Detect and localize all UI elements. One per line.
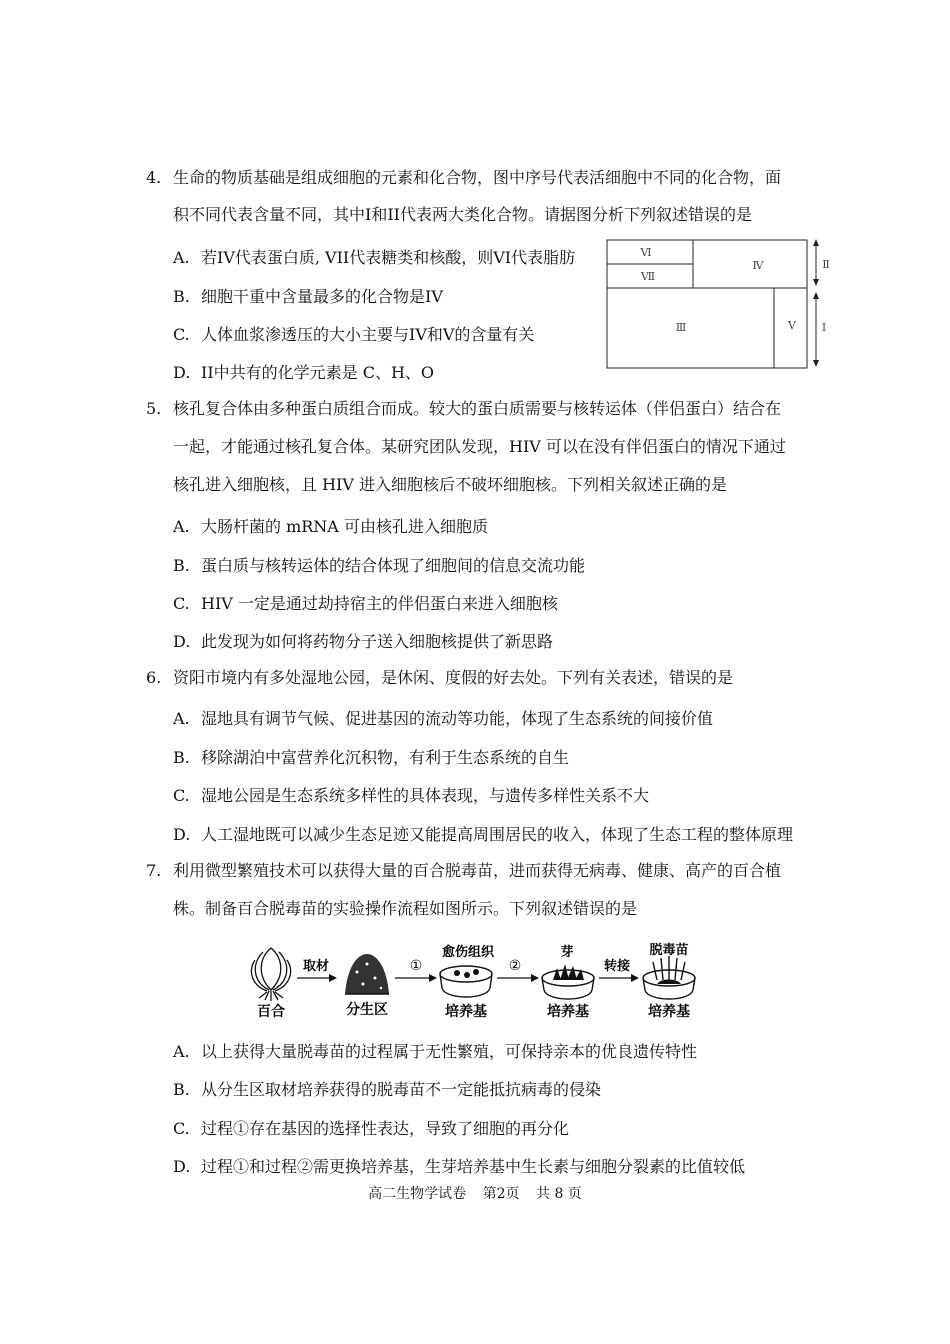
option-label: C. — [173, 325, 190, 344]
option-label: C. — [173, 786, 190, 805]
bud-label: 芽 — [560, 945, 574, 960]
option-label: B. — [173, 287, 190, 306]
option-text: 从分生区取材培养获得的脱毒苗不一定能抵抗病毒的侵染 — [201, 1080, 602, 1099]
question-number: 5. — [146, 399, 162, 418]
option-b[interactable] — [173, 284, 443, 307]
question-stem-line: 核孔复合体由多种蛋白质组合而成。较大的蛋白质需要与核转运体（伴侣蛋白）结合在 — [173, 399, 782, 418]
option-text: HIV 一定是通过劫持宿主的伴侣蛋白来进入细胞核 — [201, 594, 558, 613]
option-label: A. — [173, 248, 190, 267]
option-label: A. — [173, 709, 190, 728]
option-text: 过程①存在基因的选择性表达，导致了细胞的再分化 — [201, 1119, 570, 1138]
meristem-icon — [345, 954, 389, 994]
meristem-label: 分生区 — [346, 1002, 388, 1018]
option-label: D. — [173, 1157, 191, 1176]
option-text: II中共有的化学元素是 C、H、O — [201, 363, 435, 382]
option-c[interactable] — [173, 1116, 569, 1139]
option-label: B. — [173, 1080, 190, 1099]
option-label: D. — [173, 363, 191, 382]
label-ii: Ⅱ — [822, 258, 830, 271]
exam-title: 高二生物学试卷 — [368, 1186, 467, 1202]
option-label: A. — [173, 1042, 190, 1061]
option-label: D. — [173, 632, 191, 651]
option-text: 移除湖泊中富营养化沉积物，有利于生态系统的自生 — [201, 748, 570, 767]
option-d[interactable] — [173, 360, 434, 383]
lily-bulb-icon — [251, 948, 290, 1001]
micropropagation-flow-diagram — [245, 938, 705, 1024]
option-text: 蛋白质与核转运体的结合体现了细胞间的信息交流功能 — [201, 556, 586, 575]
seedling-dish-icon — [643, 956, 695, 999]
option-label: C. — [173, 594, 190, 613]
compound-area-diagram — [600, 235, 850, 375]
question-stem-line: 一起，才能通过核孔复合体。某研究团队发现，HIV 可以在没有伴侣蛋白的情况下通过 — [173, 437, 786, 456]
medium-label: 培养基 — [547, 1004, 589, 1020]
option-label: A. — [173, 517, 190, 536]
option-c[interactable] — [173, 322, 534, 345]
option-c[interactable] — [173, 783, 649, 806]
option-a[interactable] — [173, 245, 575, 268]
option-a[interactable] — [173, 514, 488, 537]
question-stem-line: 核孔进入细胞核，且 HIV 进入细胞核后不破坏细胞核。下列相关叙述正确的是 — [173, 475, 728, 494]
label-iii: Ⅲ — [675, 321, 687, 334]
step-2-label: ② — [508, 958, 522, 974]
label-v: Ⅴ — [788, 319, 796, 332]
label-iv: Ⅳ — [752, 259, 764, 272]
callus-label: 愈伤组织 — [441, 945, 495, 960]
page-number: 第2页 — [482, 1186, 520, 1202]
option-b[interactable] — [173, 1077, 601, 1100]
lily-label: 百合 — [257, 1004, 285, 1020]
transfer-label: 转接 — [603, 959, 631, 974]
question-stem-line: 利用微型繁殖技术可以获得大量的百合脱毒苗，进而获得无病毒、健康、高产的百合植 — [173, 861, 782, 880]
option-text: 湿地具有调节气候、促进基因的流动等功能，体现了生态系统的间接价值 — [201, 709, 714, 728]
bud-dish-icon — [542, 970, 594, 999]
option-text: 人工湿地既可以减少生态足迹又能提高周围居民的收入，体现了生态工程的整体原理 — [201, 825, 794, 844]
option-text: 此发现为如何将药物分子送入细胞核提供了新思路 — [201, 632, 554, 651]
question-stem-line: 资阳市境内有多处湿地公园，是休闲、度假的好去处。下列有关表述，错误的是 — [173, 668, 734, 687]
option-d[interactable] — [173, 629, 553, 652]
option-label: B. — [173, 748, 190, 767]
option-d[interactable] — [173, 822, 793, 845]
question-number: 7. — [146, 861, 162, 880]
medium-label: 培养基 — [648, 1004, 690, 1020]
option-b[interactable] — [173, 553, 585, 576]
option-b[interactable] — [173, 745, 569, 768]
option-a[interactable] — [173, 706, 713, 729]
option-label: C. — [173, 1119, 190, 1138]
take-label: 取材 — [302, 959, 330, 974]
option-text: 湿地公园是生态系统多样性的具体表现，与遗传多样性关系不大 — [201, 786, 650, 805]
option-label: D. — [173, 825, 191, 844]
label-vi: Ⅵ — [640, 246, 652, 259]
option-text: 过程①和过程②需更换培养基，生芽培养基中生长素与细胞分裂素的比值较低 — [201, 1157, 746, 1176]
option-text: 细胞干重中含量最多的化合物是IV — [201, 287, 443, 306]
question-stem-line: 株。制备百合脱毒苗的实验操作流程如图所示。下列叙述错误的是 — [173, 899, 638, 918]
option-text: 以上获得大量脱毒苗的过程属于无性繁殖，可保持亲本的优良遗传特性 — [201, 1042, 698, 1061]
callus-dish-icon — [440, 966, 492, 997]
label-i: Ⅰ — [821, 321, 827, 334]
option-text: 大肠杆菌的 mRNA 可由核孔进入细胞质 — [201, 517, 488, 536]
question-stem-line: 积不同代表含量不同，其中I和II代表两大类化合物。请据图分析下列叙述错误的是 — [173, 205, 752, 224]
label-vii: Ⅶ — [640, 270, 656, 283]
option-d[interactable] — [173, 1154, 745, 1177]
question-number: 4. — [146, 168, 162, 187]
seedling-label: 脱毒苗 — [649, 943, 689, 958]
page-footer — [0, 1183, 950, 1203]
option-label: B. — [173, 556, 190, 575]
page-total: 共 8 页 — [536, 1186, 582, 1202]
question-stem-line: 生命的物质基础是组成细胞的元素和化合物，图中序号代表活细胞中不同的化合物，面 — [173, 168, 782, 187]
step-1-label: ① — [409, 958, 423, 974]
medium-label: 培养基 — [445, 1004, 487, 1020]
option-a[interactable] — [173, 1039, 697, 1062]
question-number: 6. — [146, 668, 162, 687]
option-c[interactable] — [173, 591, 558, 614]
option-text: 人体血浆渗透压的大小主要与IV和V的含量有关 — [201, 325, 535, 344]
option-text: 若IV代表蛋白质, VII代表糖类和核酸，则VI代表脂肪 — [201, 248, 576, 267]
